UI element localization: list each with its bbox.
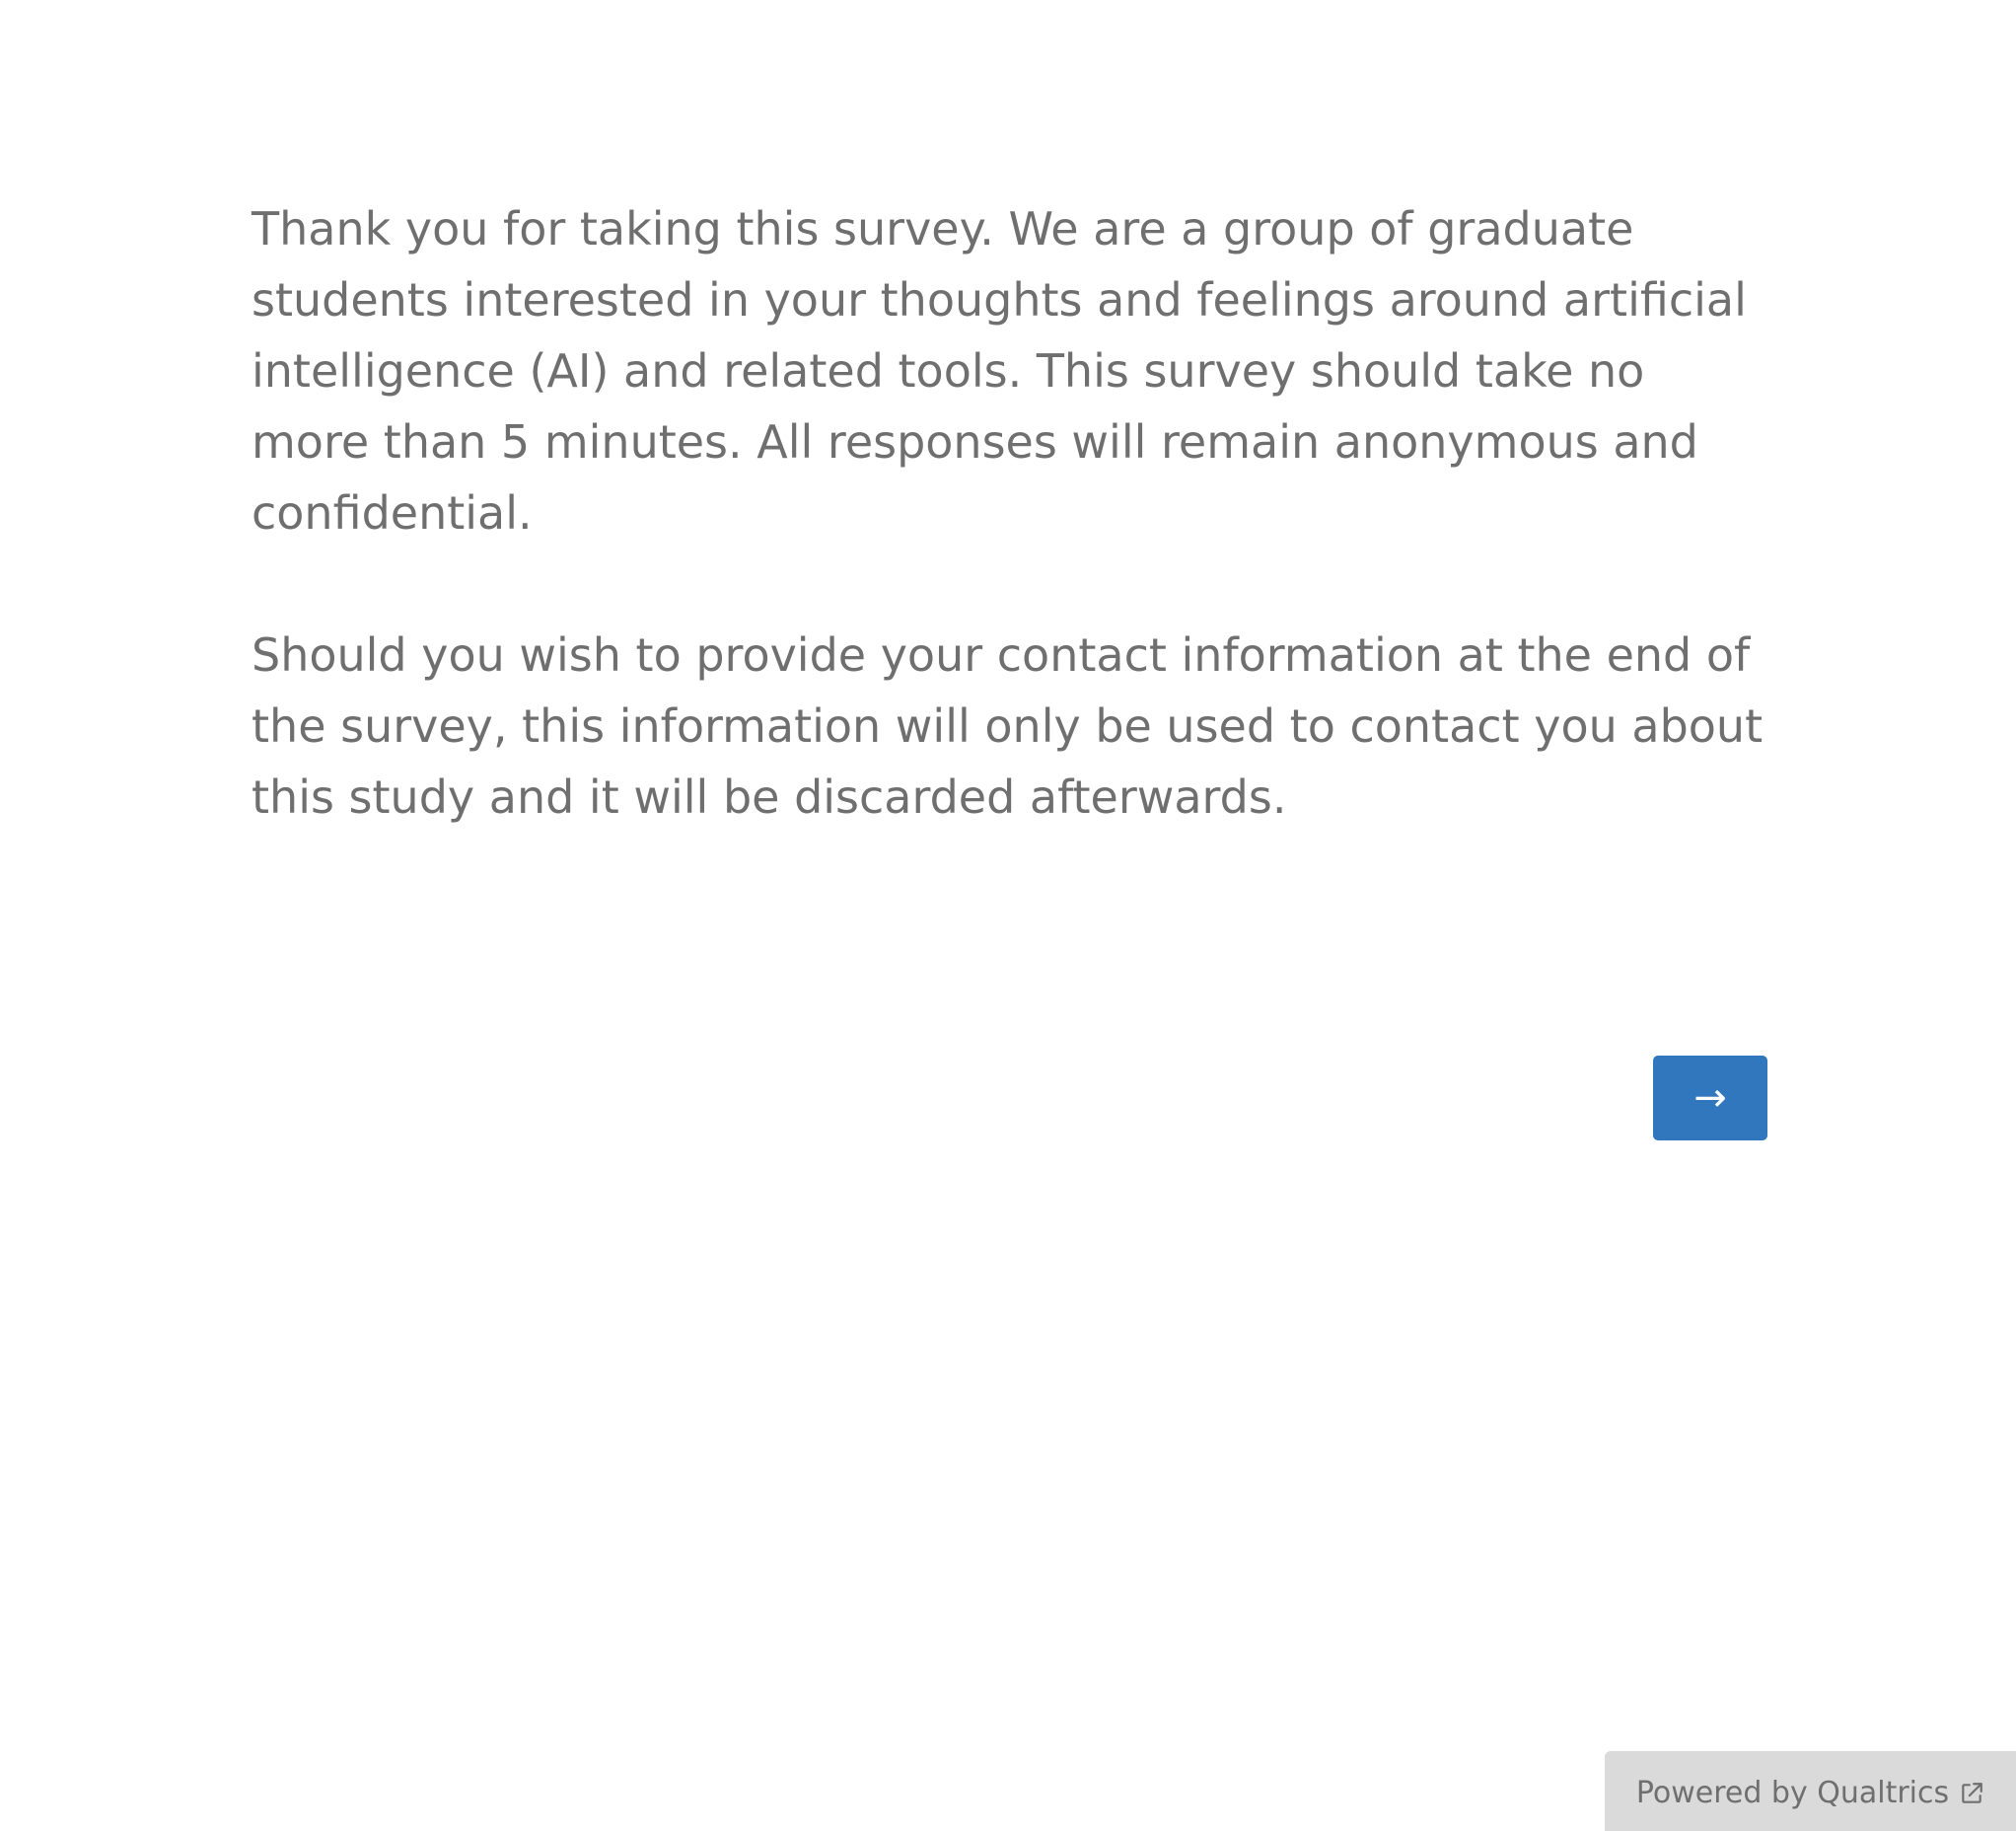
survey-intro [252,193,1770,904]
arrow-right-icon: → [1693,1075,1727,1121]
intro-paragraph-2: Should you wish to provide your contact information at the end of the survey, this information will only be used to contact you about this study and it will be discarded afterwards. [252,628,1764,824]
external-link-icon [1959,1781,1984,1806]
next-button[interactable] [1653,1056,1767,1140]
powered-by-qualtrics-link[interactable] [1605,1751,2016,1831]
powered-by-label: Powered by Qualtrics [1635,1776,1950,1810]
intro-paragraph-1: Thank you for taking this survey. We are a group of graduate students interested in your thoughts and feelings around artificial intelligence (AI) and related tools. This survey should take no more than 5 minutes. All responses will remain anonymous and confidential. [252,202,1747,540]
